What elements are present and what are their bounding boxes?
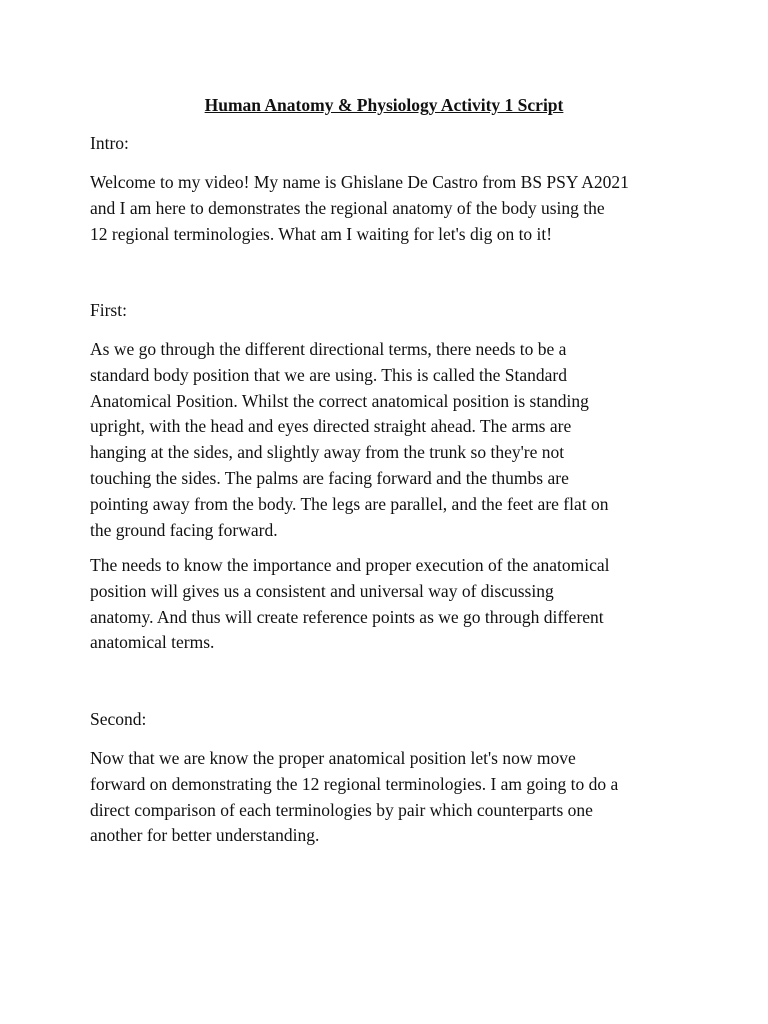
second-paragraph: Now that we are know the proper anatomical position let's now move forward on demonstrating the 12 regional terminologies. I am going to do a direct comparison of each terminologies by pair which counterparts one another for better understanding. (90, 748, 619, 846)
second-heading: Second: (90, 709, 147, 729)
intro-heading: Intro: (90, 133, 129, 153)
first-paragraph-2: The needs to know the importance and proper execution of the anatomical position will gives us a consistent and universal way of discussing anatomy. And thus will create reference points as we go through different anatomical terms. (90, 555, 610, 653)
intro-paragraph: Welcome to my video! My name is Ghislane De Castro from BS PSY A2021 and I am here to demonstrates the regional anatomy of the body using the 12 regional terminologies. What am I waiting for let's dig on to it! (90, 172, 629, 244)
first-paragraph-1: As we go through the different directional terms, there needs to be a standard body position that we are using. This is called the Standard Anatomical Position. Whilst the correct anatomical position is standing upright, with the head and eyes directed straight ahead. The arms are hanging at the sides, and slightly away from the trunk so they're not touching the sides. The palms are facing forward and the thumbs are pointing away from the body. The legs are parallel, and the feet are flat on the ground facing forward. (90, 339, 609, 540)
document-title: Human Anatomy & Physiology Activity 1 Script (204, 95, 564, 115)
first-heading: First: (90, 300, 127, 320)
